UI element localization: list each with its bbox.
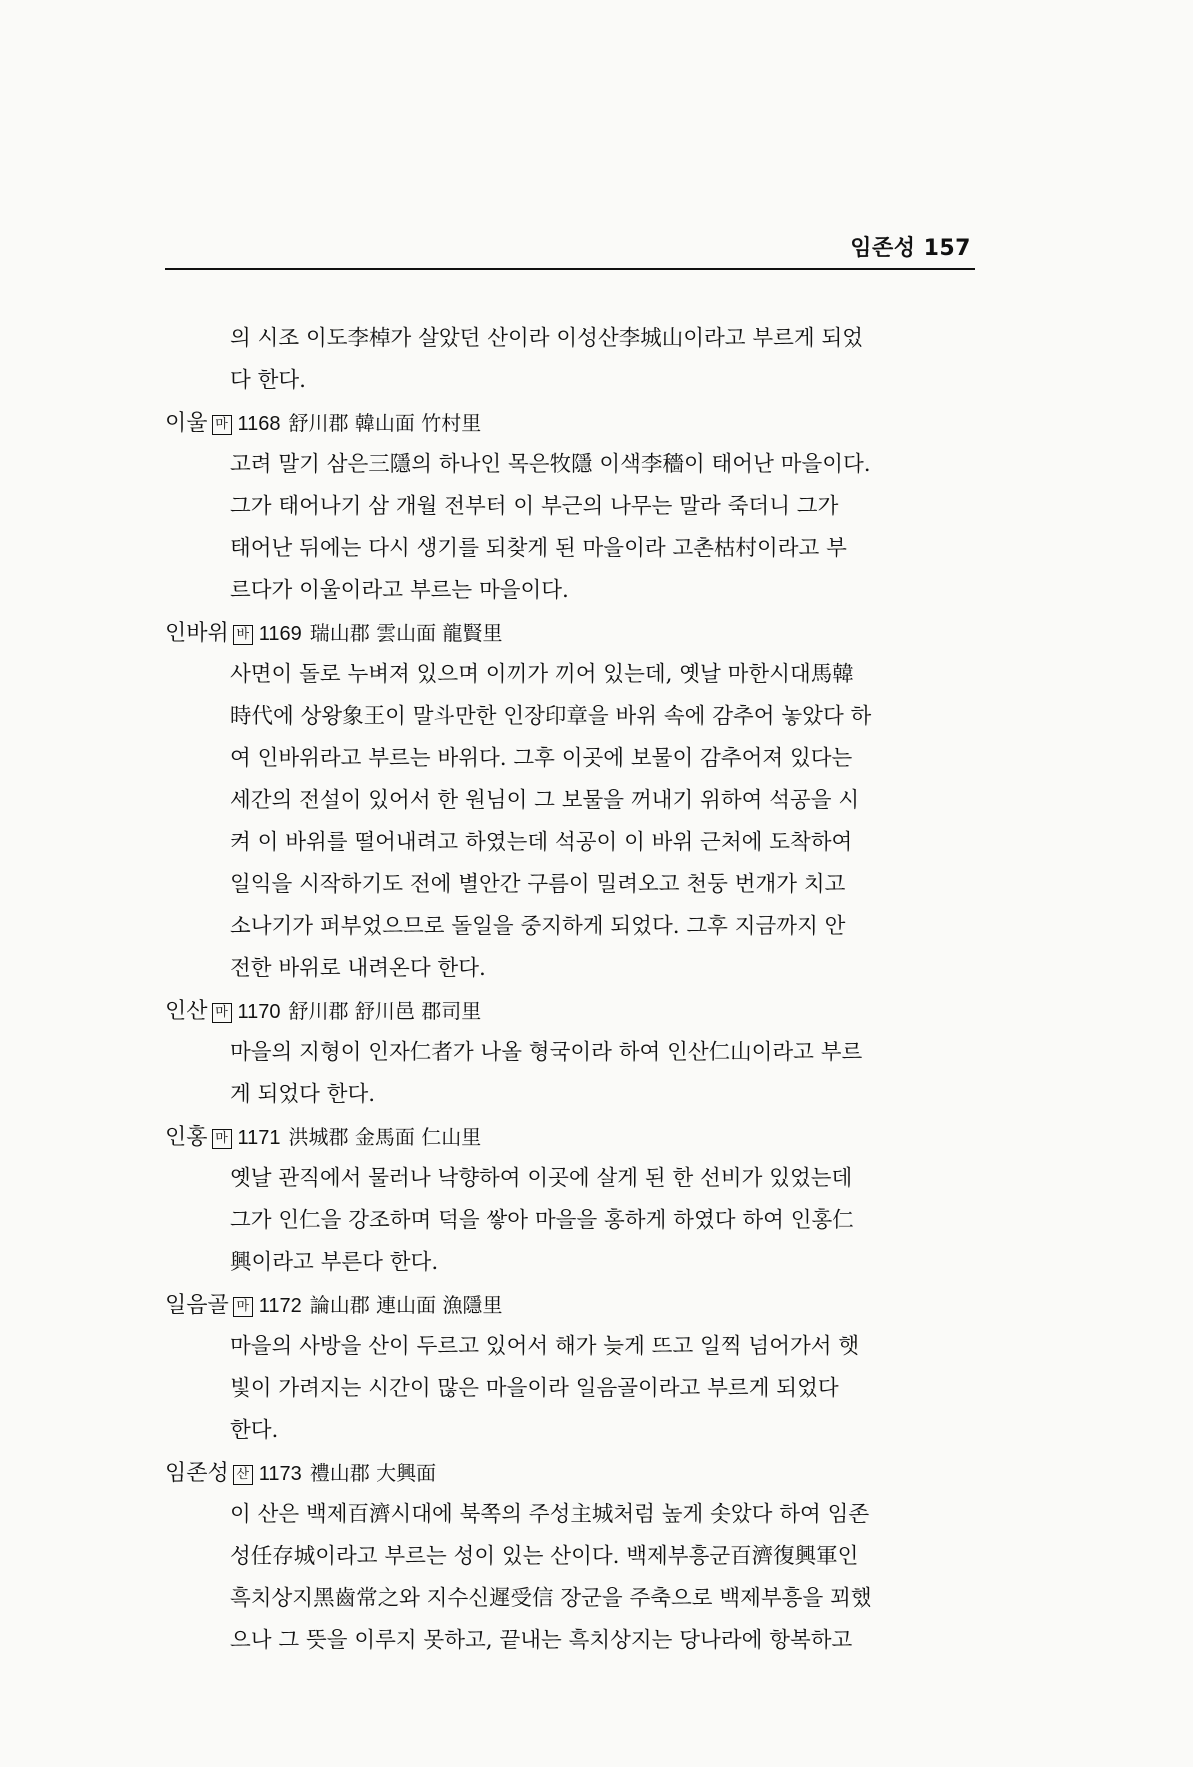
entry-text-line: 이 산은 백제百濟시대에 북쪽의 주성主城처럼 높게 솟았다 하여 임존 — [230, 1502, 870, 1527]
entry-text-line: 그가 인仁을 강조하며 덕을 쌓아 마을을 홍하게 하였다 하여 인홍仁 — [230, 1208, 854, 1233]
dictionary-entry — [165, 612, 985, 990]
entry-text-line: 한다. — [230, 1418, 279, 1443]
entry-heading — [165, 612, 985, 654]
entry-text-line: 그가 태어나기 삼 개월 전부터 이 부근의 나무는 말라 죽더니 그가 — [230, 494, 839, 519]
entry-text-line: 소나기가 퍼부었으므로 돌일을 중지하게 되었다. 그후 지금까지 안 — [230, 914, 846, 939]
entry-text-line: 르다가 이울이라고 부르는 마을이다. — [230, 578, 569, 603]
entry-text-line: 전한 바위로 내려온다 한다. — [230, 956, 486, 981]
entry-text-line: 마을의 사방을 산이 두르고 있어서 해가 늦게 뜨고 일찍 넘어가서 햇 — [230, 1334, 860, 1359]
entry-text-line: 게 되었다 한다. — [230, 1082, 376, 1107]
entry-heading — [165, 990, 985, 1032]
dictionary-entry — [165, 1452, 985, 1662]
dictionary-entry — [165, 990, 985, 1116]
category-badge: 바 — [233, 625, 253, 645]
entry-number: 1170 — [237, 1001, 281, 1023]
entry-headword: 이울 — [165, 411, 208, 436]
running-head-text — [850, 231, 971, 262]
continued-text-line: 다 한다. — [230, 368, 306, 393]
entry-headword: 인산 — [165, 999, 208, 1024]
category-badge: 마 — [233, 1297, 253, 1317]
continued-text-line: 의 시조 이도李棹가 살았던 산이라 이성산李城山이라고 부르게 되었 — [230, 326, 864, 351]
entry-number: 1171 — [237, 1127, 281, 1149]
entry-text-line: 고려 말기 삼은三隱의 하나인 목은牧隱 이색李穡이 태어난 마을이다. — [230, 452, 871, 477]
entry-number: 1172 — [258, 1295, 302, 1317]
entry-text-line: 으나 그 뜻을 이루지 못하고, 끝내는 흑치상지는 당나라에 항복하고 — [230, 1628, 853, 1653]
entry-location: 洪城郡 金馬面 仁山里 — [288, 1125, 482, 1149]
entry-headword: 인바위 — [165, 621, 229, 646]
entry-text-line: 여 인바위라고 부르는 바위다. 그후 이곳에 보물이 감추어져 있다는 — [230, 746, 853, 771]
entry-text-line: 옛날 관직에서 물러나 낙향하여 이곳에 살게 된 한 선비가 있었는데 — [230, 1166, 853, 1191]
entry-location: 舒川郡 韓山面 竹村里 — [288, 411, 482, 435]
entry-location: 舒川郡 舒川邑 郡司里 — [288, 999, 482, 1023]
category-badge: 마 — [212, 1129, 232, 1149]
entry-location: 論山郡 連山面 漁隱里 — [309, 1293, 503, 1317]
running-head-title: 임존성 — [850, 236, 916, 261]
entry-headword: 인홍 — [165, 1125, 208, 1150]
dictionary-entry — [165, 402, 985, 612]
entry-text-line: 빛이 가려지는 시간이 많은 마을이라 일음골이라고 부르게 되었다 — [230, 1376, 839, 1401]
running-head — [165, 226, 975, 270]
entry-heading — [165, 1284, 985, 1326]
category-badge: 산 — [233, 1465, 253, 1485]
category-badge: 마 — [212, 415, 232, 435]
category-badge: 마 — [212, 1003, 232, 1023]
dictionary-entry — [165, 1284, 985, 1452]
entry-text-line: 時代에 상왕象王이 말斗만한 인장印章을 바위 속에 감추어 놓았다 하 — [230, 704, 872, 729]
entry-location: 瑞山郡 雲山面 龍賢里 — [309, 621, 503, 645]
entry-text-line: 세간의 전설이 있어서 한 원님이 그 보물을 꺼내기 위하여 석공을 시 — [230, 788, 860, 813]
entry-heading — [165, 402, 985, 444]
entry-headword: 일음골 — [165, 1293, 229, 1318]
entry-heading — [165, 1116, 985, 1158]
entry-text-line: 켜 이 바위를 떨어내려고 하였는데 석공이 이 바위 근처에 도착하여 — [230, 830, 853, 855]
entry-text-line: 사면이 돌로 누벼져 있으며 이끼가 끼어 있는데, 옛날 마한시대馬韓 — [230, 662, 854, 687]
entry-text-line: 일익을 시작하기도 전에 별안간 구름이 밀려오고 천둥 번개가 치고 — [230, 872, 846, 897]
entry-text-line: 마을의 지형이 인자仁者가 나올 형국이라 하여 인산仁山이라고 부르 — [230, 1040, 863, 1065]
entry-location: 禮山郡 大興面 — [309, 1461, 437, 1485]
entry-number: 1173 — [258, 1463, 302, 1485]
entry-number: 1168 — [237, 413, 281, 435]
dictionary-entry — [165, 1116, 985, 1284]
entry-text-line: 태어난 뒤에는 다시 생기를 되찾게 된 마을이라 고촌枯村이라고 부 — [230, 536, 847, 561]
entry-text-line: 성任存城이라고 부르는 성이 있는 산이다. 백제부흥군百濟復興軍인 — [230, 1544, 859, 1569]
entry-text-line: 興이라고 부른다 한다. — [230, 1250, 439, 1275]
page-number: 157 — [923, 236, 971, 261]
entry-heading — [165, 1452, 985, 1494]
entry-number: 1169 — [258, 623, 302, 645]
entry-text-line: 흑치상지黑齒常之와 지수신遲受信 장군을 주축으로 백제부흥을 꾀했 — [230, 1586, 872, 1611]
entry-headword: 임존성 — [165, 1461, 229, 1486]
page-body — [165, 318, 985, 1662]
